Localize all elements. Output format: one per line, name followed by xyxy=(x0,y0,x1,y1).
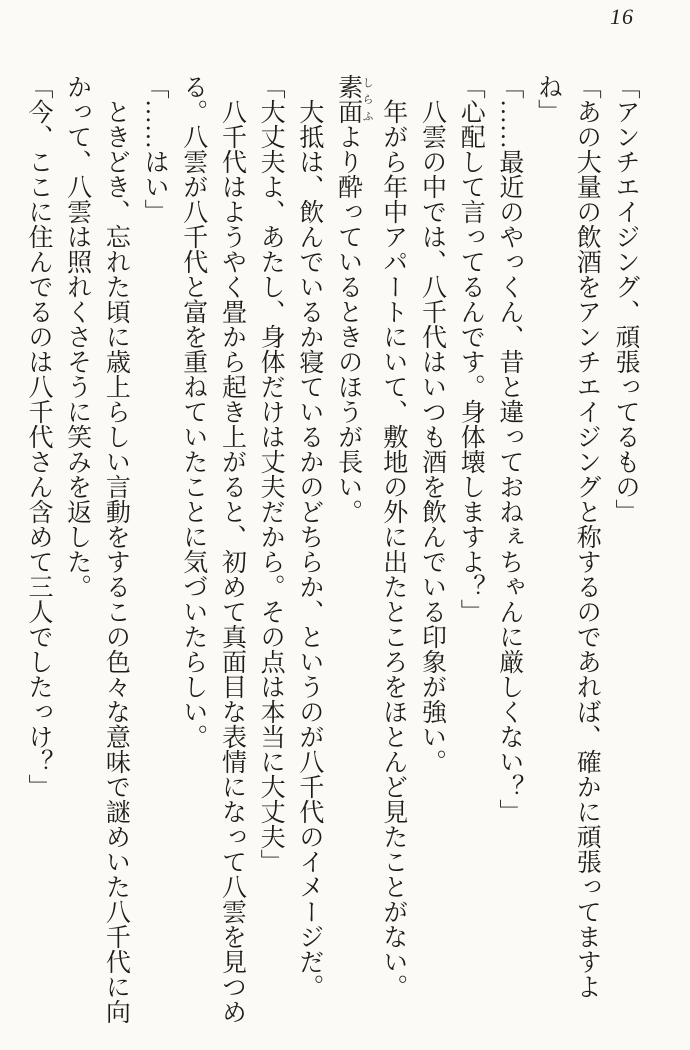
text-line: 「今、ここに住んでるのは八千代さん含めて三人でしたっけ？」 xyxy=(24,74,52,799)
text-line: 「心配して言ってるんです。身体壊しますよ？」 xyxy=(457,74,485,624)
page-text-block xyxy=(18,74,644,1024)
text-line: 八雲の中では、八千代はいつも酒を飲んでいる印象が強い。 xyxy=(418,99,446,774)
text-line: 素面 しらふより酔っているときのほうが長い。 xyxy=(334,74,374,524)
text-line: 「……最近のやっくん、昔と違っておねぇちゃんに厳しくない？」 xyxy=(495,74,523,824)
text-line: 年がら年中アパートにいて、敷地の外に出たところをほとんど見たことがない。 xyxy=(379,99,407,999)
page-number: 16 xyxy=(610,4,634,29)
text-line: 大抵は、飲んでいるか寝ているかのどちらか、というのが八千代のイメージだ。 xyxy=(295,99,323,999)
text-line: 「……はい」 xyxy=(141,74,169,224)
text-line: ときどき、忘れた頃に歳上らしい言動をするこの色々な意味で謎めいた八千代に向かって、八雲は照れくさそうに笑みを返した。 xyxy=(63,74,130,1024)
furigana-annotated-word: 素面 しらふ xyxy=(334,74,374,124)
text-line: 「アンチエイジング、頑張ってるもの」 xyxy=(612,74,639,524)
text-line: 「あの大量の飲酒をアンチエイジングと称するのであれば、確かに頑張ってますよね」 xyxy=(534,74,601,999)
text-line: 「大丈夫よ、あたし、身体だけは丈夫だから。その点は本当に大丈夫」 xyxy=(257,74,285,874)
text-line: 八千代はようやく畳から起き上がると、初めて真面目な表情になって八雲を見つめる。八雲が八千代と富を重ねていたことに気づいたらしい。 xyxy=(179,74,246,1024)
